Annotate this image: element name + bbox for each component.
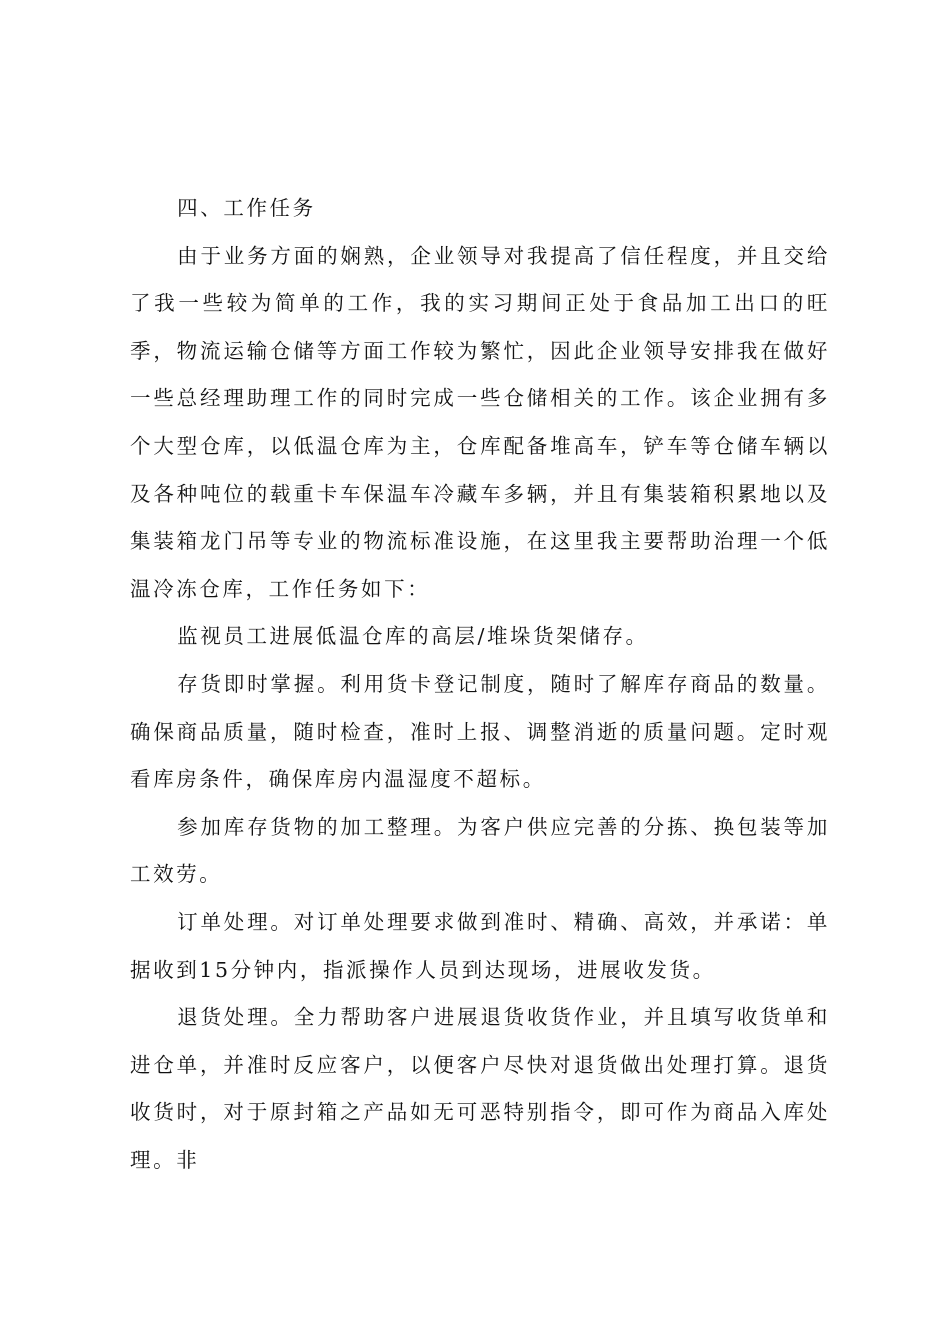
paragraph-processing: 参加库存货物的加工整理。为客户供应完善的分拣、换包装等加工效劳。 [130, 814, 830, 887]
paragraph-work-overview: 由于业务方面的娴熟，企业领导对我提高了信任程度，并且交给了我一些较为简单的工作，我的实习期间正处于食品加工出口的旺季，物流运输仓储等方面工作较为繁忙，因此企业领导安排我在做好一些总经理助理工作的同时完成一些仓储相关的工作。该企业拥有多个大型仓库，以低温仓库为主，仓库配备堆高车，铲车等仓储车辆以及各种吨位的载重卡车保温车冷藏车多辆，并且有集装箱积累地以及集装箱龙门吊等专业的物流标准设施，在这里我主要帮助治理一个低温冷冻仓库，工作任务如下： [130, 243, 830, 601]
paragraph-returns-processing: 退货处理。全力帮助客户进展退货收货作业，并且填写收货单和进仓单，并准时反应客户，以便客户尽快对退货做出处理打算。退货收货时，对于原封箱之产品如无可恶特别指令，即可作为商品入库处理。非 [130, 1005, 830, 1172]
document-body [130, 185, 830, 1184]
paragraph-supervise-storage: 监视员工进展低温仓库的高层/堆垛货架储存。 [177, 624, 649, 649]
paragraph-inventory-control: 存货即时掌握。利用货卡登记制度，随时了解库存商品的数量。确保商品质量，随时检查，准时上报、调整消逝的质量问题。定时观看库房条件，确保库房内温湿度不超标。 [130, 671, 830, 792]
section-heading: 四、工作任务 [177, 196, 316, 220]
paragraph-order-processing: 订单处理。对订单处理要求做到准时、精确、高效，并承诺：单据收到15分钟内，指派操作人员到达现场，进展收发货。 [130, 909, 830, 982]
